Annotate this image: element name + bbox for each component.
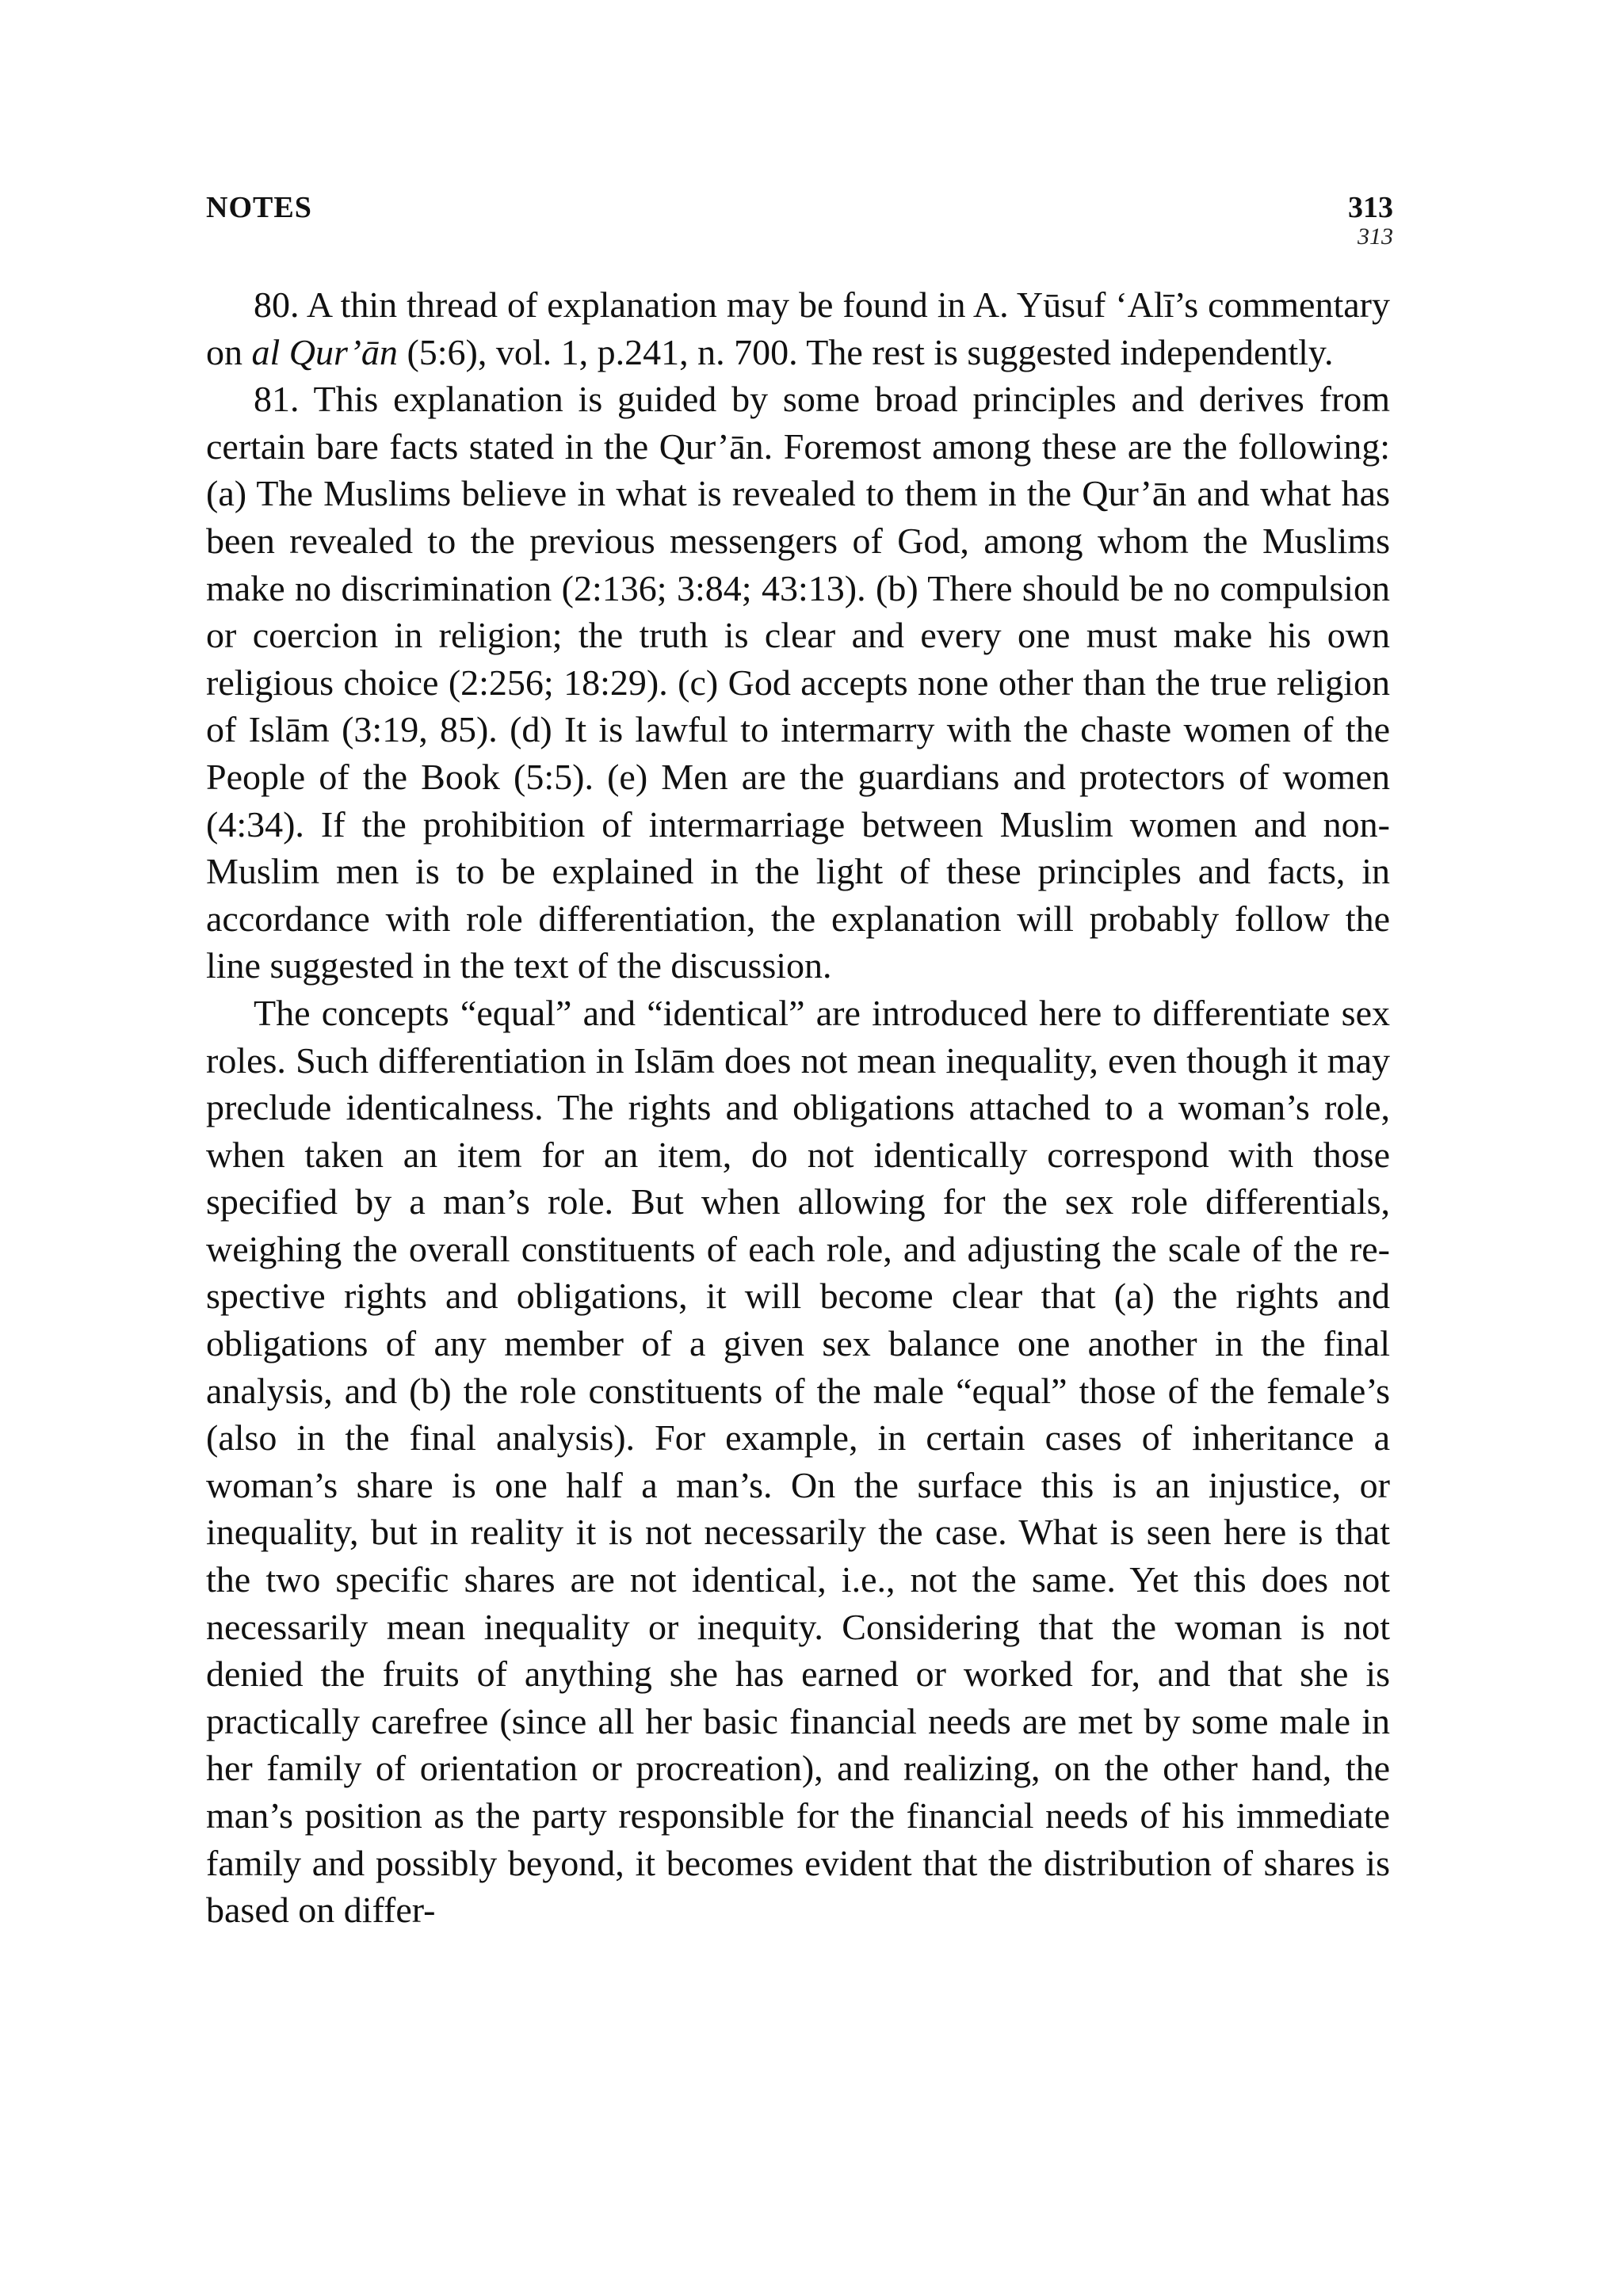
note-80-book-title: al Qur’ān xyxy=(251,331,398,372)
note-80-text-b: (5:6), vol. 1, p.241, n. 700. The rest is suggested independently. xyxy=(397,331,1334,372)
handwritten-page-number: 313 xyxy=(1358,223,1393,250)
note-80 xyxy=(206,281,1390,376)
note-81: 81. This explanation is guided by some broad principles and derives from certain bare facts stated in the Qur’ān. Foremost among these are the following: (a) The Muslims believe in what is revealed to them in the Qur’ān and what has been revealed to the previous messengers of God, among whom the Muslims make no discrimination (2:136; 3:84; 43:13). (b) There should be no compulsion or coercion in religion; the truth is clear and every one must make his own religious choice (2:256; 18:29). (c) God accepts none other than the true religion of Islām (3:19, 85). (d) It is lawful to intermarry with the chaste women of the People of the Book (5:5). (e) Men are the guardians and protectors of women (4:34). If the prohibition of intermarriage between Muslim women and non-Muslim men is to be explained in the light of these principles and facts, in accordance with role differentiation, the explanation will probably follow the line suggested in the text of the discussion. xyxy=(206,379,1390,986)
page-number: 313 xyxy=(1348,191,1393,224)
running-head: NOTES xyxy=(206,191,312,224)
note-81-continuation: The concepts “equal” and “identical” are introduced here to differentiate sex roles. Such differentiation in Islām does not mean inequality, even though it may preclude identicalness. The rights and obligations attached to a woman’s role, when taken an item for an item, do not identically correspond with those specified by a man’s role. But when allowing for the sex role differentials, weighing the overall constituents of each role, and adjusting the scale of the respective rights and obligations, it will become clear that (a) the rights and obligations of any member of a given sex balance one another in the final analysis, and (b) the role constituents of the male “equal” those of the female’s (also in the final analysis). For example, in certain cases of inheritance a woman’s share is one half a man’s. On the surface this is an injustice, or inequality, but in reality it is not necessarily the case. What is seen here is that the two specific shares are not identical, i.e., not the same. Yet this does not necessarily mean inequality or inequity. Considering that the woman is not denied the fruits of anything she has earned or worked for, and that she is practically carefree (since all her basic financial needs are met by some male in her family of orientation or procreation), and realizing, on the other hand, the man’s position as the party responsible for the financial needs of his immediate family and possibly beyond, it becomes evident that the distribution of shares is based on differ- xyxy=(206,992,1390,1931)
notes-body xyxy=(206,281,1390,1934)
note-80-text-a: 80. A thin thread of explanation may be found in A. Yūsuf ‘Alī’s commentary on xyxy=(206,284,1390,372)
